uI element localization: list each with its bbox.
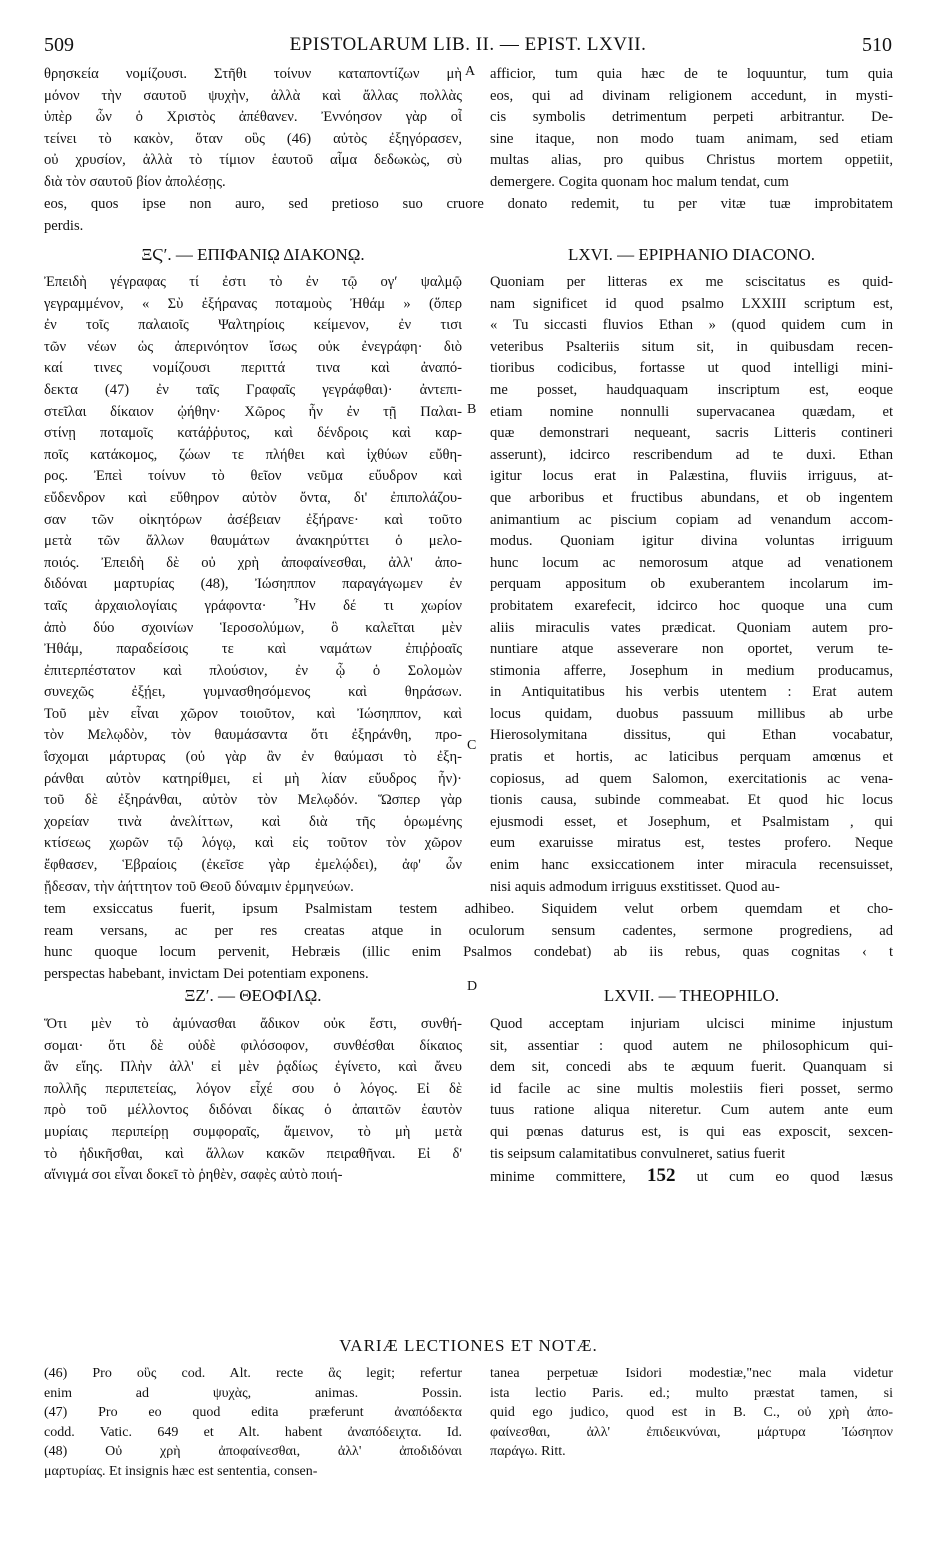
running-title: EPISTOLARUM LIB. II. — EPIST. LXVII. (289, 34, 647, 55)
text-line: στίνῃ ποταμοῖς κατάῤῥυτος, καὶ δένδροις καὶ καρ- (44, 425, 462, 442)
text-line: παράγω. Ritt. (490, 1444, 566, 1459)
text-line: sit, assentiar : quod autem ne philosophicum qui- (490, 1037, 893, 1054)
page-header (44, 34, 892, 60)
text-line: que arboribus et fructibus abundans, et ob ingentem (490, 489, 893, 506)
text-line: Ἐπειδὴ γέγραφας τί ἐστι τὸ ἐν τῷ ογʹ ψαλμῷ (44, 274, 462, 290)
text-line: eos, quos ipse non auro, sed pretioso suo cruore donato redemit, tu per vitæ tuæ improbitatem (44, 196, 893, 212)
text-line: aliis miraculis vates prædicat. Quoniam autem pro- (490, 619, 893, 636)
text-line: ἀπὸ δύο σχοινίων Ἱεροσολύμων, ὃ καλεῖται μὲν (44, 619, 462, 636)
text-line: id facile ac sine multis molestiis fieri posset, sermo (490, 1080, 893, 1097)
text-line: τὸ ἠδικῆσθαι, καὶ ἄλλων κακῶν πειραθῆναι. Εἰ δ' (44, 1145, 462, 1162)
text-line: perspectas habebant, invictam Dei potentiam exponens. (44, 965, 369, 982)
text-line: cis symbolis detrimentum perpeti arbitrantur. De- (490, 109, 893, 126)
text-line: codd. Vatic. 649 et Alt. habent ἀναπόδειχτα. Id. (44, 1424, 462, 1440)
text-line: τὸν Μελῳδὸν, τὸν θαυμάσαντα ὅτι ἐξηράνθη, προ- (44, 727, 462, 744)
text-line: animantium ac piscium copiam ad venandum accom- (490, 511, 893, 528)
notes-left-column (44, 1364, 462, 1481)
epistle-66-latin-heading: LXVI. — EPIPHANIO DIACONO. (568, 245, 815, 264)
text-line: nam significet id quod psalmo LXXIII scriptum est, (490, 295, 893, 312)
text-line: copiosus, ad quem Salomon, exercitationis ac vena- (490, 770, 893, 787)
text-line: ὑπὲρ ὧν ὁ Χριστὸς ἀπέθανεν. Ἐννόησον γὰρ οἷ (44, 109, 462, 126)
text-line: veteribus Psalteriis situm sit, in quibusdam recen- (490, 338, 893, 355)
text-line: πολλῆς περιπετείας, λόγον εἶχέ σου ὁ λόγος. Εἰ δὲ (44, 1080, 462, 1097)
margin-letter-a: A (465, 64, 476, 79)
text-line: ΐσχομαι μάρτυρας (οὐ γὰρ ἂν ἐν θαύμασι τὸ ἐξη- (44, 749, 462, 766)
notes-heading: VARIÆ LECTIONES ET NOTÆ. (339, 1336, 598, 1355)
text-line: Quoniam per litteras ex me sciscitatus es quid- (490, 274, 893, 290)
page-number-left: 509 (44, 34, 74, 56)
margin-letter-c: C (467, 738, 477, 753)
text-line: enim ad ψυχὰς, animas. Possin. (44, 1385, 462, 1401)
epistle-66-full-width-text (44, 899, 893, 985)
text-line: me posset, haudquaquam inscriptum est, eoque (490, 381, 893, 398)
text-line: συνεχῶς ἐξῄει, γυμνασθησόμενος καὶ θηράσων. (44, 684, 462, 701)
text-line: μυρίαις περιπείρῃ συμφοραῖς, ἄμεινον, τὸ μὴ μετὰ (44, 1123, 462, 1140)
text-line: tanea perpetuæ Isidori modestiæ,"nec mala videtur (490, 1366, 893, 1381)
text-line: οὐ χρυσίον, ἀλλὰ τὸ τίμιον ἑαυτοῦ αἷμα δεδωκὼς, σὺ (44, 152, 462, 169)
text-line: Ἠθάμ, παραδείσοις τε καὶ ναμάτων ἐπιῤῥοαῖς (44, 641, 462, 658)
text-line: ἔφθασεν, Ἑβραίοις (ἐκεῖσε γὰρ ἐμελῴδει), ἀφ' ὧν (44, 857, 462, 874)
text-line: πρὸ τοῦ μέλλοντος διδόναι δίκας ὁ ἀπαιτῶν ἑαυτὸν (44, 1102, 462, 1119)
text-line: τοῦ δὲ ἐξηράνθαι, αὐτὸν τὸν Μελῳδόν. Ὥσπερ γὰρ (44, 792, 462, 809)
text-line: igitur locus erat in Palæstina, fluviis irriguus, at- (490, 468, 893, 485)
text-line: tioribus codicibus, fortasse ut quod intelligi mini- (490, 360, 893, 377)
epistle-67-greek-text (44, 1014, 462, 1187)
text-line: demergere. Cogita quonam hoc malum tendat, cum (490, 173, 789, 190)
epistle-66-latin-text (490, 272, 893, 898)
text-line: ἐπιτερπέστατον καὶ πλούσιον, ἐν ᾧ ὁ Σολομὼν (44, 662, 462, 679)
latin-column-continuation (490, 64, 893, 194)
epistle-67-latin-heading: LXVII. — THEOPHILO. (603, 986, 780, 1005)
text-line: στεῖλαι δίκαιον ᾠήθην· Χῶρος ἦν ἐν τῇ Παλαι- (44, 403, 462, 420)
text-line: asserunt), idcirco rescribendum ad te duxi. Ethan (490, 446, 893, 463)
text-line: αἴνιγμά σοι εἶναι δοκεῖ τὸ ῥηθὲν, σαφὲς αὐτὸ ποιή- (44, 1167, 343, 1184)
text-line: qui pœnas daturus est, is qui eas exposcit, sexcen- (490, 1123, 893, 1140)
text-line: (46) Pro οὓς cod. Alt. recte ἃς legit; refertur (44, 1366, 462, 1381)
text-line: μαρτυρίας. Et insignis hæc est sententia, consen- (44, 1463, 318, 1479)
text-line: tionis causa, subinde commeabat. Et quod hic locus (490, 792, 893, 809)
text-line: σομαι· ὅτι δὲ οὐδὲ φιλόσοφον, συνθέσθαι δίκαιος (44, 1037, 462, 1054)
text-line: ejusmodi esset, et Josephum, et Psalmistam , qui (490, 813, 893, 830)
text-line: pratis et hortis, ac laticibus perquam amœnus et (490, 749, 893, 766)
text-line: ἂν εἴης. Πλὴν ἀλλ' εἰ μὲν ῥᾳδίως ἐγίνετο, καὶ ἄνευ (44, 1059, 462, 1076)
column-number: 152 (646, 1165, 676, 1186)
text-line: μετὰ τῶν ἄλλων θαυμάτων ἀνακηρύττει ὁ μελο- (44, 533, 462, 550)
text-line: καί τινες νομίζουσι περιττά τινα καὶ ἀναπό- (44, 360, 462, 377)
text-line: γεγραμμένον, « Σὺ ἐξήρανας ποταμοὺς Ἠθάμ » (ὅπερ (44, 295, 462, 312)
epistle-66-greek-heading: ΞϚʹ. — ΕΠΙΦΑΝΙῼ ΔΙΑΚΟΝῼ. (141, 245, 365, 264)
text-line: tem exsiccatus fuerit, ipsum Psalmistam testem adhibeo. Siquidem velut orbem quemdam et cho- (44, 901, 893, 917)
text-line: ράνθαι αὐτὸν κατηρίθμει, εἰ μὴ λίαν εὔυδρος ἦν)· (44, 770, 462, 787)
text-line: ἐν τοῖς παλαιοῖς Ψαλτηρίοις κείμενον, ἐν τισι (44, 317, 462, 334)
text-line: ρος. Ἐπεὶ τοίνυν τὸ θεῖον νεῦμα εὔυδρον καὶ (44, 468, 462, 485)
text-line: hunc quoque locum pervenit, Hebræis (illic enim Psalmos condebat) ab iis rebus, quas cognitas ‹ t (44, 944, 893, 961)
epistle-67-latin-text (490, 1014, 893, 1165)
text-line: quæ demonstrari nequeant, sacris Litteris contineri (490, 425, 893, 442)
text-line: in Antiquitatibus his verbis utentem : Erat autem (490, 684, 893, 701)
text-line: διὰ τὸν σαυτοῦ βίον ἀπολέσῃς. (44, 173, 226, 190)
text-line: Ὅτι μὲν τὸ ἀμύνασθαι ἄδικον οὐκ ἔστι, συνθή- (44, 1016, 462, 1032)
text-line: eum exaruisse miratus est, testes profero. Neque (490, 835, 893, 852)
text-line: « Tu siccasti fluvios Ethan » (quod quidem cum in (490, 317, 893, 334)
text-line: (47) Pro eo quod edita præferunt ἀναπόδεκτα (44, 1405, 462, 1420)
text-line: ream versans, ac per res creatas atque in oculorum sensum cadentes, sermone progrediens, ad (44, 922, 893, 939)
epistle-67-greek-heading: ΞΖʹ. — ΘΕΟΦΙΛῼ. (184, 986, 322, 1005)
text-line: μόνον τὴν σαυτοῦ ψυχὴν, ἀλλὰ καὶ ἄλλας πολλὰς (44, 87, 462, 104)
text-line: τείνει τὸ κακὸν, ὅταν οὓς (46) αὐτὸς ἐξηγόρασεν, (44, 130, 462, 147)
text-line: probitatem exarefecit, idcirco hoc quoque una cum (490, 597, 893, 614)
text-line: eos, qui ad divinam religionem accedunt, in mysti- (490, 87, 893, 104)
text-line: tis seipsum calamitatibus convulneret, satius fuerit (490, 1145, 786, 1162)
text-line: hunc locum ac nemorosum atque ad venationem (490, 554, 893, 571)
text-line: ταῖς ἀρχαιολογίαις γράφοντα· Ἦν δέ τι χωρίον (44, 597, 462, 614)
text-line: tuus ratione aliqua niteretur. Cum autem ante eum (490, 1102, 893, 1119)
text-line: ᾔδεσαν, τὴν ἀήττητον τοῦ Θεοῦ δύναμιν ἑρμηνεύων. (44, 878, 354, 895)
text-line: σαν τῶν οἰκητόρων ἀσέβειαν ἐξήρανε· καὶ τοῦτο (44, 511, 462, 528)
text-line: ποιός. Ἐπειδὴ δὲ οὐ χρὴ ἀποφαίνεσθαι, ἀλλ' ἀπο- (44, 554, 462, 571)
text-line: multas alias, pro quibus Christus mortem oppetiit, (490, 152, 893, 169)
text-line: Τοῦ μὲν εἶναι χῶρον τοιοῦτον, καὶ Ἰώσηππον, καὶ (44, 705, 462, 722)
full-width-continuation (44, 194, 893, 237)
text-line: διδόναι μαρτυρίας (48), Ἰώσηππον παραγάγωμεν ἐν (44, 576, 462, 593)
text-line: φαίνεσθαι, ἀλλ' ἐπιδεικνύναι, μάρτυρα Ἰώσηπον (490, 1424, 893, 1440)
text-line: sine itaque, non modo tuam animam, sed etiam (490, 130, 893, 147)
greek-column-continuation (44, 64, 462, 194)
text-line: locus quidam, duobus passuum millibus ab urbe (490, 705, 893, 722)
text-line: minime committere, 152 ut cum eo quod læsus (490, 1165, 893, 1186)
text-line: θρησκεία νομίζουσι. Στῆθι τοίνυν καταποντίζων μὴ (44, 66, 462, 82)
margin-letter-d: D (467, 979, 478, 994)
margin-letter-b: B (467, 402, 477, 417)
text-line: ista lectio Paris. ed.; multo præstat tamen, si (490, 1385, 893, 1401)
text-line: quid ego judico, quod est in B. C., οὐ χρὴ ἀπο- (490, 1405, 893, 1420)
text-line: Quod acceptam injuriam ulcisci minime injustum (490, 1016, 893, 1032)
text-line: perdis. (44, 217, 84, 234)
text-line: nuntiare atque asseverare non oportet, verum te- (490, 641, 893, 658)
text-line: modus. Quoniam igitur divina voluntas irriguum (490, 533, 893, 550)
page-number-right: 510 (862, 34, 892, 56)
text-line: nisi aquis admodum irriguus exstitisset. Quod au- (490, 878, 780, 895)
epistle-66-greek-text (44, 272, 462, 898)
text-line: (48) Οὐ χρὴ ἀποφαίνεσθαι, ἀλλ' ἀποδιδόναι (44, 1444, 462, 1459)
epistle-67-latin-last-line (490, 1165, 893, 1187)
text-line: afficior, tum quia hæc de te loquuntur, tum quia (490, 66, 893, 82)
text-line: dem sit, concedi abs te æquum fuerit. Quanquam si (490, 1059, 893, 1076)
text-line: τῶν νέων ὡς ἀπερινόητον ἴσως οὐκ ἐνεγράφη· διὸ (44, 338, 462, 355)
text-line: Hierosolymitana dissitus, qui Ethan vocabatur, (490, 727, 893, 744)
text-line: εὔδενδρον καὶ εὔθηρον αὐτὸν ὄντα, δι' ἐπιπολάζου- (44, 489, 462, 506)
text-line: perquam appositum ob exuberantem incolarum im- (490, 576, 893, 593)
text-line: enim hanc exsiccationem inter miracula recensuisset, (490, 857, 893, 874)
text-line: κτίσεως χωρῶν τῷ λόγῳ, καὶ εἰς τοῦτον τὸν χῶρον (44, 835, 462, 852)
notes-right-column (490, 1364, 893, 1462)
text-line: ποῖς κατάκομος, ζώων τε πλήθει καὶ ἰχθύων εὔθη- (44, 446, 462, 463)
text-line: stimonia afferre, Josephum in medium producamus, (490, 662, 893, 679)
text-line: etiam nomine nonnulli supervacanea quædam, et (490, 403, 893, 420)
text-line: δεκτα (47) ἐν ταῖς Γραφαῖς γεγράφθαι)· ἀντεπι- (44, 381, 462, 398)
text-line: χορείαν τινὰ ἀνελίττων, καὶ διὰ τῆς ὁρωμένης (44, 813, 462, 830)
